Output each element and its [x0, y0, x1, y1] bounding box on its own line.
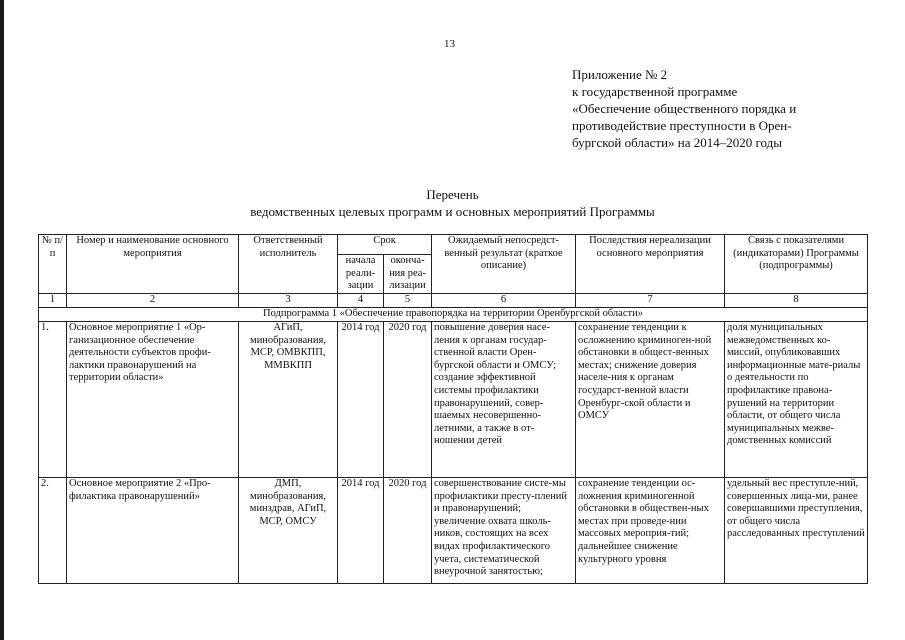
column-number: 7	[576, 294, 725, 308]
header-executor: Ответственный исполнитель	[239, 235, 338, 294]
row-start: 2014 год	[338, 322, 384, 478]
row-link: удельный вес преступле-ний, совершенных лица-ми, ранее совершавшими преступления, от общего числа расследованных преступлений	[725, 478, 868, 584]
scan-edge-bar	[0, 0, 4, 640]
header-start: начала реали-зации	[338, 255, 384, 294]
row-name: Основное мероприятие 1 «Ор-ганизационное обеспечение деятельности субъектов профи-лактики правонарушений на территории области»	[67, 322, 239, 478]
row-start: 2014 год	[338, 478, 384, 584]
column-number: 8	[725, 294, 868, 308]
column-number-row	[39, 294, 868, 308]
header-num: № п/п	[39, 235, 67, 294]
row-end: 2020 год	[384, 478, 432, 584]
column-number: 2	[67, 294, 239, 308]
table-header-row	[39, 235, 868, 255]
document-title: Перечень	[426, 187, 479, 202]
row-end: 2020 год	[384, 322, 432, 478]
column-number: 1	[39, 294, 67, 308]
row-result: совершенствование систе-мы профилактики престу-плений и правонарушений; увеличение охвата школь-ников, состоящих на всех видах профилактического учета, систематической внеурочной занятостью;	[432, 478, 576, 584]
header-end: оконча-ния реа-лизации	[384, 255, 432, 294]
table-row	[39, 478, 868, 584]
document-subtitle: ведомственных целевых программ и основных мероприятий Программы	[250, 204, 655, 219]
row-executor: ДМП, минобразования, минздрав, АГиП, МСР, ОМСУ	[239, 478, 338, 584]
appendix-line: «Обеспечение общественного порядка и	[572, 101, 797, 116]
row-name: Основное мероприятие 2 «Про-филактика правонарушений»	[67, 478, 239, 584]
appendix-line: Приложение № 2	[572, 67, 668, 82]
table-row	[39, 322, 868, 478]
column-number: 5	[384, 294, 432, 308]
column-number: 3	[239, 294, 338, 308]
header-consequences: Последствия нереализации основного мероприятия	[576, 235, 725, 294]
column-number: 6	[432, 294, 576, 308]
measures-table	[38, 234, 868, 584]
header-link: Связь с показателями (индикаторами) Программы (подпрограммы)	[725, 235, 868, 294]
row-consequences: сохранение тенденции к осложнению криминоген-ной обстановки в общест-венных местах; снижение доверия населе-ния к органам государст-венной власти Оренбург-ской области и ОМСУ	[576, 322, 725, 478]
appendix-line: бургской области» на 2014–2020 годы	[572, 135, 782, 150]
appendix-note	[572, 66, 872, 151]
header-result: Ожидаемый непосредст-венный результат (краткое описание)	[432, 235, 576, 294]
header-name: Номер и наименование основного мероприятия	[67, 235, 239, 294]
row-result: повышение доверия насе-ления к органам государ-ственной власти Орен-бургской области и ОМСУ; создание эффективной системы профилактики правонарушений, совер-шаемых несовершенно-летними, а также в от-ношении детей	[432, 322, 576, 478]
appendix-line: противодействие преступности в Орен-	[572, 118, 792, 133]
header-term: Срок	[338, 235, 432, 255]
subprogram-title: Подпрограмма 1 «Обеспечение правопорядка на территории Оренбургской области»	[39, 308, 868, 322]
row-num: 2.	[39, 478, 67, 584]
column-number: 4	[338, 294, 384, 308]
row-num: 1.	[39, 322, 67, 478]
row-consequences: сохранение тенденции ос-ложнения криминогенной обстановки в обществен-ных местах при проведе-нии массовых мероприя-тий; дальнейшее снижение культурного уровня	[576, 478, 725, 584]
row-link: доля муниципальных межведомственных ко-миссий, опубликовавших информационные мате-риалы о деятельности по профилактике правона-рушений на территории области, от общего числа муниципальных межве-домственных комиссий	[725, 322, 868, 478]
subprogram-row	[39, 308, 868, 322]
page-number: 13	[444, 38, 455, 50]
row-executor: АГиП, минобразования, МСР, ОМВКПП, ММВКПП	[239, 322, 338, 478]
appendix-line: к государственной программе	[572, 84, 738, 99]
